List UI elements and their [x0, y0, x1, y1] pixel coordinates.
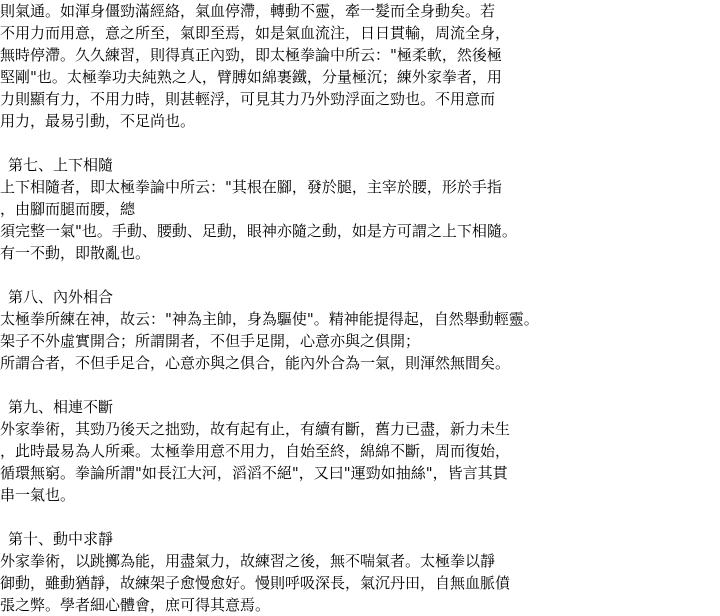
text-line: 用力，最易引動，不足尚也。 [0, 112, 196, 130]
text-line: 太極拳所練在神，故云："神為主帥，身為驅使"。精神能提得起，自然舉動輕靈。 [0, 310, 539, 328]
spacer [0, 374, 720, 396]
text-line: 則氣通。如渾身僵勁滿經絡，氣血停滯，轉動不靈，牽一髮而全身動矣。若 [0, 2, 496, 20]
text-line: 外家拳術，其勁乃後天之拙勁，故有起有止，有續有斷，舊力已盡，新力未生 [0, 420, 511, 438]
text-line: 無時停滯。久久練習，則得真正內勁，即太極拳論中所云："極柔軟，然後極 [0, 46, 502, 64]
text-line: 所謂合者，不但手足合，心意亦與之俱合，能內外合為一氣，則渾然無間矣。 [0, 354, 511, 372]
section-heading: 第九、相連不斷 [8, 398, 114, 416]
section-8 [0, 286, 720, 374]
section-heading: 第十、動中求靜 [8, 530, 114, 548]
section-heading: 第七、上下相隨 [8, 156, 114, 174]
text-line: 御動，雖動猶靜，故練架子愈慢愈好。慢則呼吸深長，氣沉丹田，自無血脈僨 [0, 574, 511, 592]
text-line: ，此時最易為人所乘。太極拳用意不用力，自始至終，綿綿不斷，周而復始， [0, 442, 511, 460]
text-line: 堅剛"也。太極拳功夫純熟之人，臂膊如綿裹鐵，分量極沉；練外家拳者，用 [0, 68, 502, 86]
text-line: 有一不動，即散亂也。 [0, 244, 151, 262]
spacer [0, 506, 720, 528]
text-line: 不用力而用意，意之所至，氣即至焉，如是氣血流注，日日貫輸，周流全身， [0, 24, 511, 42]
text-line: 力則顯有力，不用力時，則甚輕浮，可見其力乃外勁浮面之勁也。不用意而 [0, 90, 496, 108]
text-line: 須完整一氣"也。手動、腰動、足動，眼神亦隨之動，如是方可謂之上下相隨。 [0, 222, 517, 240]
section-9 [0, 396, 720, 506]
spacer [0, 264, 720, 286]
text-line: 架子不外虛實開合；所謂開者，不但手足開，心意亦與之俱開； [0, 332, 421, 350]
spacer [0, 132, 720, 154]
text-line: 外家拳術，以跳擲為能，用盡氣力，故練習之後，無不喘氣者。太極拳以靜 [0, 552, 496, 570]
text-line: 上下相隨者，即太極拳論中所云："其根在腳，發於腿，主宰於腰，形於手指 [0, 178, 502, 196]
text-line: 串一氣也。 [0, 486, 76, 504]
section-heading: 第八、內外相合 [8, 288, 114, 306]
paragraph-intro [0, 0, 720, 132]
text-line: ，由腳而腿而腰，總 [0, 200, 136, 218]
text-line: 張之弊。學者細心體會，庶可得其意焉。 [0, 596, 271, 614]
section-7 [0, 154, 720, 264]
section-10 [0, 528, 720, 616]
text-line: 循環無窮。拳論所謂"如長江大河，滔滔不絕"，又曰"運勁如抽絲"，皆言其貫 [0, 464, 508, 482]
